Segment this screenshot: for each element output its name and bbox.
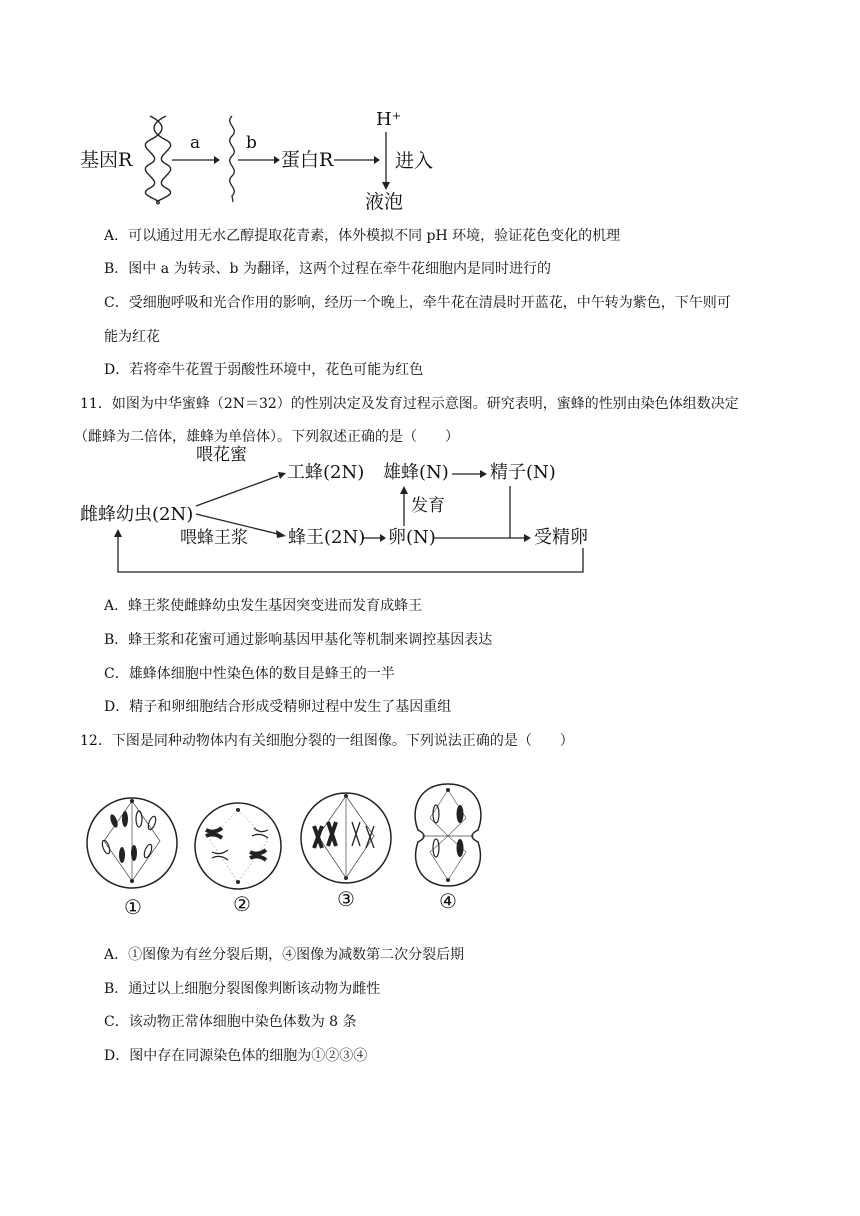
cell-2-label: ② — [233, 892, 251, 916]
q11-option-b: B．蜂王浆和花蜜可通过影响基因甲基化等机制来调控基因表达 — [104, 632, 493, 648]
q12-stem: 12．下图是同种动物体内有关细胞分裂的一组图像。下列说法正确的是（ ） — [80, 733, 574, 749]
egg-label: 卵(N) — [388, 527, 436, 548]
step-b-label: b — [246, 133, 257, 153]
cell-1-figure — [84, 795, 180, 891]
larva-label: 雌蜂幼虫(2N) — [80, 504, 194, 525]
queen-label: 蜂王(2N) — [288, 527, 366, 548]
h-ion-label: H⁺ — [376, 109, 402, 130]
sperm-label: 精子(N) — [490, 462, 556, 483]
q10-option-b: B．图中 a 为转录、b 为翻译，这两个过程在牵牛花细胞内是同时进行的 — [104, 261, 551, 277]
cell-3-figure — [298, 790, 394, 886]
drone-label: 雄蜂(N) — [383, 462, 449, 483]
q12-option-a: A．①图像为有丝分裂后期，④图像为减数第二次分裂后期 — [104, 947, 465, 963]
step-a-label: a — [190, 133, 201, 153]
q12-option-d: D．图中存在同源染色体的细胞为①②③④ — [104, 1048, 368, 1064]
q11-option-c: C．雄蜂体细胞中性染色体的数目是蜂王的一半 — [104, 666, 395, 682]
q10-option-a: A．可以通过用无水乙醇提取花青素，体外模拟不同 pH 环境，验证花色变化的机理 — [104, 228, 621, 244]
gene-r-label: 基因R — [80, 149, 133, 171]
royal-jelly-label: 喂蜂王浆 — [180, 528, 248, 548]
cell-3-label: ③ — [337, 887, 355, 911]
q12-option-b: B．通过以上细胞分裂图像判断该动物为雌性 — [104, 981, 381, 997]
cell-4-label: ④ — [439, 889, 457, 913]
cell-2-figure — [192, 800, 284, 892]
protein-r-label: 蛋白R — [281, 149, 334, 171]
enter-label: 进入 — [395, 150, 434, 172]
q10-option-c-line1: C．受细胞呼吸和光合作用的影响，经历一个晚上，牵牛花在清晨时开蓝花，中午转为紫色，下午则可 — [104, 295, 731, 311]
q11-option-d: D．精子和卵细胞结合形成受精卵过程中发生了基因重组 — [104, 699, 452, 715]
q10-option-d: D．若将牵牛花置于弱酸性环境中，花色可能为红色 — [104, 362, 424, 378]
vacuole-label: 液泡 — [365, 191, 404, 213]
worker-label: 工蜂(2N) — [287, 462, 365, 483]
cell-4-figure — [408, 780, 488, 890]
zygote-label: 受精卵 — [534, 527, 588, 548]
q11-stem-line1: 11．如图为中华蜜蜂（2N＝32）的性别决定及发育过程示意图。研究表明，蜜蜂的性别由染色体组数决定 — [80, 396, 739, 412]
develop-label: 发育 — [411, 496, 445, 516]
cell-1-label: ① — [124, 895, 142, 919]
q12-option-c: C．该动物正常体细胞中染色体数为 8 条 — [104, 1014, 357, 1030]
q11-stem-line2: （雌蜂为二倍体，雄蜂为单倍体）。下列叙述正确的是（ ） — [74, 429, 459, 445]
q11-option-a: A．蜂王浆使雌蜂幼虫发生基因突变进而发育成蜂王 — [104, 598, 423, 614]
nectar-label: 喂花蜜 — [196, 445, 247, 465]
q10-option-c-line2: 能为红花 — [104, 329, 160, 345]
